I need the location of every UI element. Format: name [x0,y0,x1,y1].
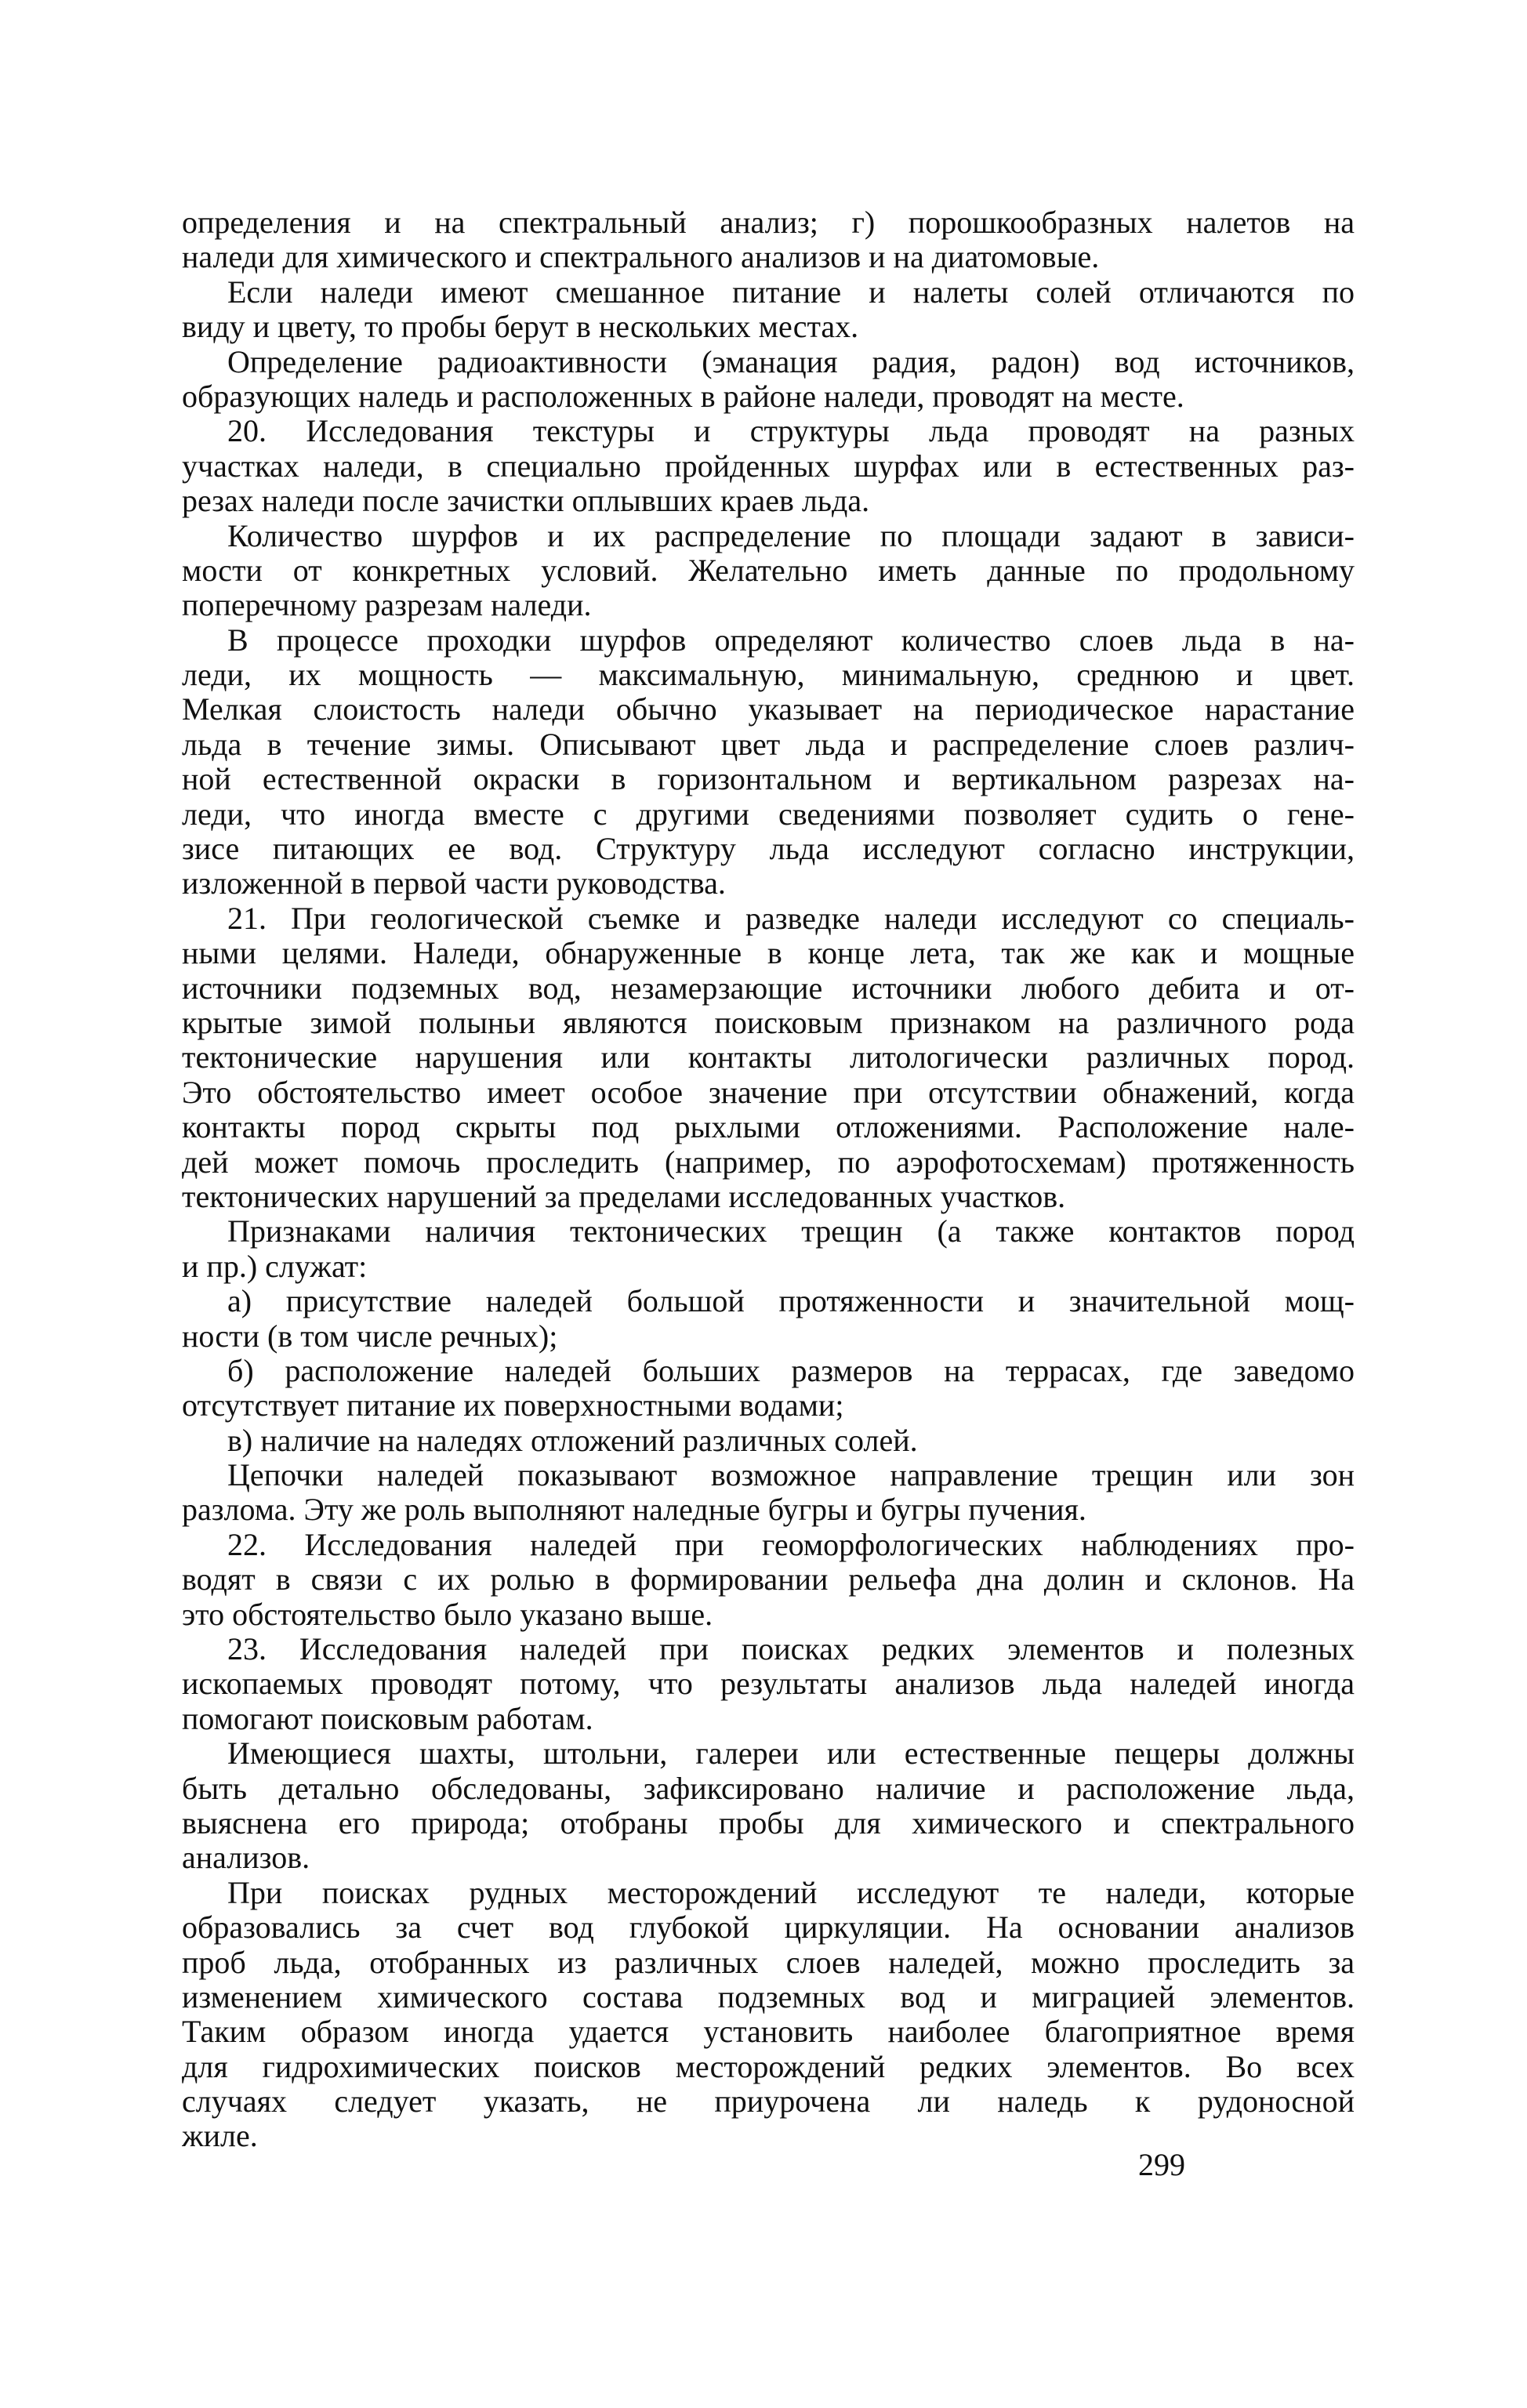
text-line: образовались за счет вод глубокой циркуляции. На основании анализов [182,1910,1355,1946]
text-line: Имеющиеся шахты, штольни, галереи или естественные пещеры должны [227,1736,1355,1772]
text-line: изложенной в первой части руководства. [182,866,726,901]
text-line: водят в связи с их ролью в формировании рельефа дна долин и склонов. На [182,1562,1355,1597]
text-line: для гидрохимических поисков месторождений редких элементов. Во всех [182,2049,1355,2084]
text-line: леди, их мощность — максимальную, минимальную, среднюю и цвет. [182,658,1355,693]
text-line: образующих наледь и расположенных в районе наледи, проводят на месте. [182,379,1184,414]
text-line: Если наледи имеют смешанное питание и налеты солей отличаются по [227,274,1355,310]
page-number: 299 [1138,2147,1185,2182]
text-line: льда в течение зимы. Описывают цвет льда и распределение слоев различ- [182,727,1355,762]
text-line: ной естественной окраски в горизонтальном и вертикальном разрезах на- [182,762,1355,797]
text-line: ископаемых проводят потому, что результаты анализов льда наледей иногда [182,1666,1355,1702]
text-line: жиле. [182,2119,258,2154]
text-line: наледи для химического и спектрального анализов и на диатомовые. [182,240,1100,275]
text-line: Мелкая слоистость наледи обычно указывает на периодическое нарастание [182,692,1355,727]
text-line: это обстоятельство было указано выше. [182,1597,713,1632]
text-line: тектонических нарушений за пределами исследованных участков. [182,1179,1066,1214]
text-line: резах наледи после зачистки оплывших краев льда. [182,484,870,519]
text-line: анализов. [182,1840,310,1876]
text-line: виду и цвету, то пробы берут в нескольких местах. [182,310,859,345]
text-line: 21. При геологической съемке и разведке наледи исследуют со специаль- [227,901,1355,936]
text-line: проб льда, отобранных из различных слоев наледей, можно проследить за [182,1945,1355,1980]
text-line: отсутствует питание их поверхностными водами; [182,1388,844,1423]
text-line: быть детально обследованы, зафиксировано наличие и расположение льда, [182,1771,1355,1806]
text-line: тектонические нарушения или контакты литологически различных пород. [182,1040,1355,1075]
text-line: контакты пород скрыты под рыхлыми отложениями. Расположение нале- [182,1110,1355,1145]
text-line: Таким образом иногда удается установить наиболее благоприятное время [182,2015,1355,2050]
text-line: В процессе проходки шурфов определяют количество слоев льда в на- [227,622,1355,658]
text-line: 23. Исследования наледей при поисках редких элементов и полезных [227,1632,1355,1667]
text-line: крытые зимой полыньи являются поисковым признаком на различного рода [182,1005,1355,1040]
text-line: а) присутствие наледей большой протяженности и значительной мощ- [227,1284,1355,1319]
text-line: выяснена его природа; отобраны пробы для химического и спектрального [182,1805,1355,1840]
text-line: изменением химического состава подземных вод и миграцией элементов. [182,1979,1355,2015]
text-line: ными целями. Наледи, обнаруженные в конце лета, так же как и мощные [182,936,1355,971]
text-line: леди, что иногда вместе с другими сведениями позволяет судить о гене- [182,796,1355,832]
text-line: источники подземных вод, незамерзающие источники любого дебита и от- [182,970,1355,1006]
text-line: и пр.) служат: [182,1249,368,1284]
document-page [182,205,1355,2322]
text-line: 22. Исследования наледей при геоморфологических наблюдениях про- [227,1527,1355,1562]
text-line: дей может помочь проследить (например, по аэрофотосхемам) протяженность [182,1144,1355,1180]
text-line: зисе питающих ее вод. Структуру льда исследуют согласно инструкции, [182,832,1355,867]
text-line: поперечному разрезам наледи. [182,588,592,623]
text-line: в) наличие на наледях отложений различных солей. [227,1423,918,1458]
text-line: определения и на спектральный анализ; г) порошкообразных налетов на [182,205,1355,240]
text-line: Количество шурфов и их распределение по площади задают в зависи- [227,518,1355,553]
text-line: участках наледи, в специально пройденных шурфах или в естественных раз- [182,448,1355,484]
body-text [182,205,1355,2154]
text-line: Определение радиоактивности (эманация радия, радон) вод источников, [227,344,1355,379]
text-line: случаях следует указать, не приурочена ли наледь к рудоносной [182,2084,1355,2120]
text-line: 20. Исследования текстуры и структуры льда проводят на разных [227,414,1355,449]
text-line: Это обстоятельство имеет особое значение при отсутствии обнажений, когда [182,1075,1355,1110]
text-line: Признаками наличия тектонических трещин (а также контактов пород [227,1214,1355,1249]
text-line: разлома. Эту же роль выполняют наледные бугры и бугры пучения. [182,1492,1086,1528]
text-line: ности (в том числе речных); [182,1318,558,1354]
text-line: помогают поисковым работам. [182,1701,593,1736]
text-line: Цепочки наледей показывают возможное направление трещин или зон [227,1458,1355,1493]
text-line: мости от конкретных условий. Желательно иметь данные по продольному [182,553,1355,588]
text-line: б) расположение наледей больших размеров на террасах, где заведомо [227,1353,1355,1388]
text-line: При поисках рудных месторождений исследуют те наледи, которые [227,1875,1355,1910]
